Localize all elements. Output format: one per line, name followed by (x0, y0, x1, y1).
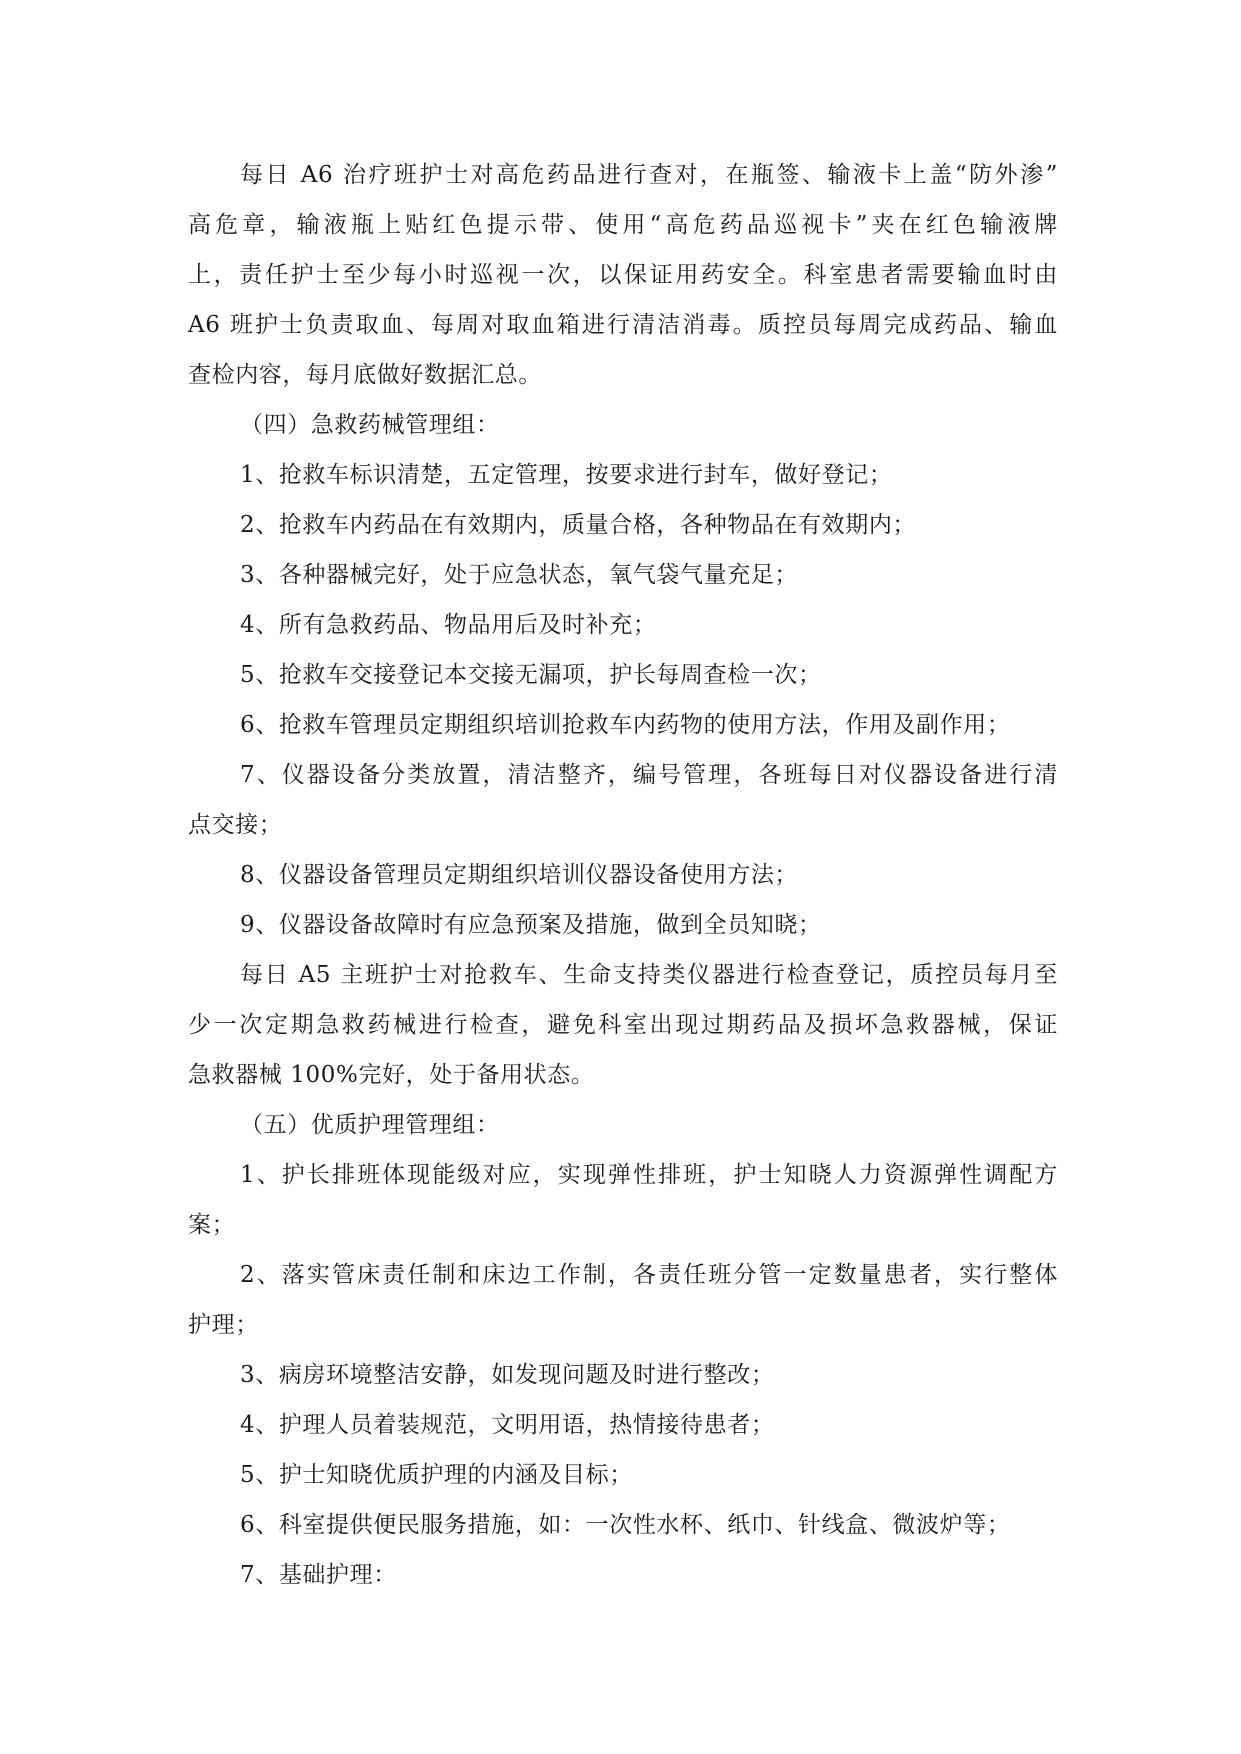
paragraph-line: 急救器械 100%完好，处于备用状态。 (188, 1062, 595, 1088)
list-item-continuation: 案； (188, 1212, 236, 1238)
list-item: 2、抢救车内药品在有效期内，质量合格，各种物品在有效期内； (240, 512, 917, 538)
list-item: 6、抢救车管理员定期组织培训抢救车内药物的使用方法，作用及副作用； (240, 712, 1011, 738)
section-emergency-equipment (188, 400, 1058, 950)
list-item: 2、落实管床责任制和床边工作制，各责任班分管一定数量患者，实行整体 (240, 1262, 1058, 1288)
document-body (188, 150, 1058, 1600)
paragraph-a5 (188, 950, 1058, 1100)
section-heading: （四）急救药械管理组： (240, 412, 500, 438)
paragraph-line: 每日 A6 治疗班护士对高危药品进行查对，在瓶签、输液卡上盖“防外渗” (240, 162, 1058, 188)
section-heading: （五）优质护理管理组： (240, 1112, 500, 1138)
list-item: 8、仪器设备管理员定期组织培训仪器设备使用方法； (240, 862, 799, 888)
list-item: 3、病房环境整洁安静，如发现问题及时进行整改； (240, 1362, 775, 1388)
paragraph-a6 (188, 150, 1058, 400)
list-item: 4、所有急救药品、物品用后及时补充； (240, 612, 657, 638)
list-item-continuation: 护理； (188, 1312, 259, 1338)
list-item: 7、仪器设备分类放置，清洁整齐，编号管理，各班每日对仪器设备进行清 (240, 762, 1058, 788)
list-item: 5、抢救车交接登记本交接无漏项，护长每周查检一次； (240, 662, 822, 688)
paragraph-line: 每日 A5 主班护士对抢救车、生命支持类仪器进行检查登记，质控员每月至 (240, 962, 1058, 988)
list-item: 1、抢救车标识清楚，五定管理，按要求进行封车，做好登记； (240, 462, 893, 488)
section-quality-nursing (188, 1100, 1058, 1600)
list-item: 5、护士知晓优质护理的内涵及目标； (240, 1462, 633, 1488)
list-item: 7、基础护理： (240, 1562, 397, 1588)
list-item: 4、护理人员着装规范，文明用语，热情接待患者； (240, 1412, 775, 1438)
list-item: 3、各种器械完好，处于应急状态，氧气袋气量充足； (240, 562, 799, 588)
paragraph-line: 上，责任护士至少每小时巡视一次，以保证用药安全。科室患者需要输血时由 (188, 262, 1058, 288)
paragraph-line: 查检内容，每月底做好数据汇总。 (188, 362, 542, 388)
paragraph-line: A6 班护士负责取血、每周对取血箱进行清洁消毒。质控员每周完成药品、输血 (188, 312, 1058, 338)
list-item: 9、仪器设备故障时有应急预案及措施，做到全员知晓； (240, 912, 822, 938)
list-item: 1、护长排班体现能级对应，实现弹性排班，护士知晓人力资源弹性调配方 (240, 1162, 1058, 1188)
list-item: 6、科室提供便民服务措施，如：一次性水杯、纸巾、针线盒、微波炉等； (240, 1512, 1011, 1538)
list-item-continuation: 点交接； (188, 812, 283, 838)
paragraph-line: 少一次定期急救药械进行检查，避免科室出现过期药品及损坏急救器械，保证 (188, 1012, 1058, 1038)
paragraph-line: 高危章，输液瓶上贴红色提示带、使用“高危药品巡视卡”夹在红色输液牌 (188, 212, 1058, 238)
